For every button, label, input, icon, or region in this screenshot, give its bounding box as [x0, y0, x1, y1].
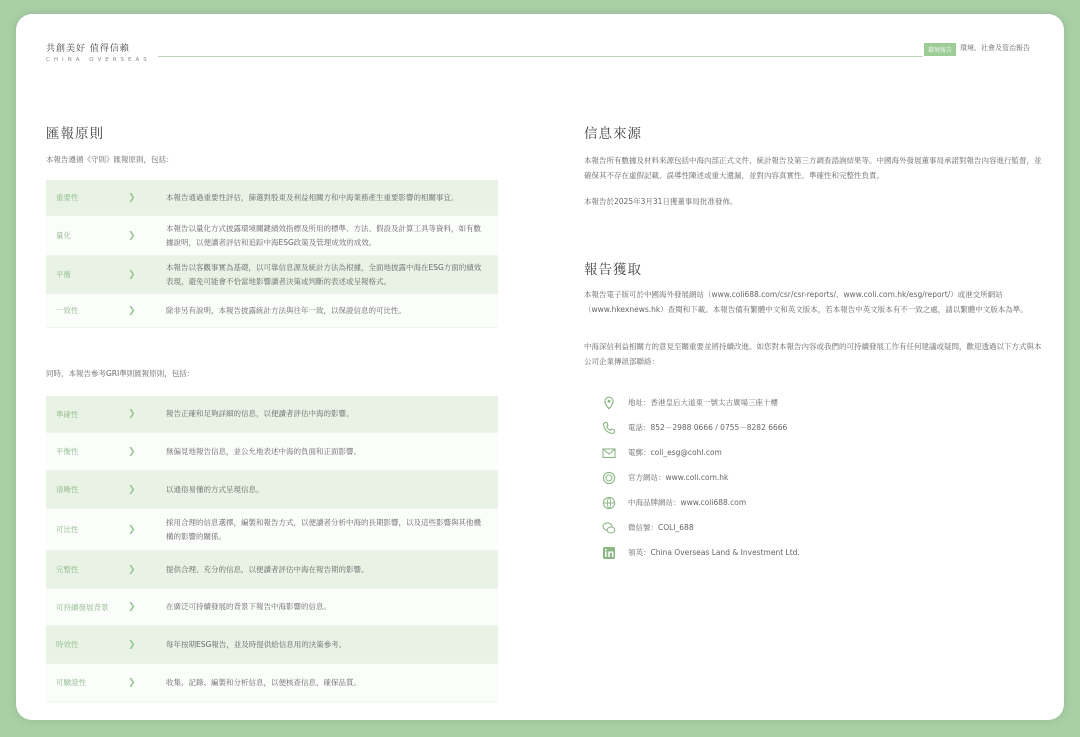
contact-text: 中海品牌網站：www.coli688.com — [628, 498, 747, 507]
row-name: 準確性 — [56, 409, 79, 419]
contact-text: 領英：China Overseas Land & Investment Ltd. — [628, 548, 800, 557]
gri-intro: 同時，本報告參考GRI準則匯報原則，包括： — [46, 369, 195, 378]
brand-slogan: 共創美好 值得信賴 — [46, 44, 130, 54]
gri-table — [46, 396, 498, 702]
table-row — [46, 256, 498, 294]
row-desc: 採用合理的信息選擇，編製和報告方式，以便讀者分析中海的長期影響，以及這些影響與其他機構的影響的關係。 — [166, 517, 481, 541]
table-row — [46, 180, 498, 216]
chevron-right-icon: ❯ — [128, 230, 136, 241]
row-desc: 本報告以客觀事實為基礎，以可靠信息源及統計方法為根據，全面地披露中海在ESG方面的績效表現，避免可能會不恰當地影響讀者決策或判斷的表述或呈報格式。 — [166, 262, 482, 286]
table-row — [46, 626, 498, 664]
wechat-icon — [602, 521, 616, 535]
chevron-right-icon: ❯ — [128, 564, 136, 575]
row-name: 平衡性 — [56, 447, 79, 456]
globe-icon — [602, 471, 616, 485]
chevron-right-icon: ❯ — [128, 305, 136, 316]
row-desc: 無偏見地報告信息，並公允地表述中海的負面和正面影響。 — [166, 446, 361, 456]
brand-name: CHINA OVERSEAS — [46, 57, 151, 63]
table-row — [46, 396, 498, 433]
chevron-right-icon: ❯ — [128, 639, 136, 650]
table-row — [46, 551, 498, 589]
row-desc: 報告正確和足夠詳細的信息，以便讀者評估中海的影響。 — [166, 409, 354, 418]
map-pin-icon — [602, 396, 616, 410]
header-divider — [158, 56, 923, 57]
row-name: 平衡 — [56, 270, 71, 279]
brand-block — [46, 41, 151, 63]
row-desc: 本報告通過重要性評估，篩選對股東及利益相關方和中海業務產生重要影響的相關事宜。 — [166, 192, 459, 202]
contact-list — [602, 390, 800, 565]
table-row — [46, 589, 498, 626]
contact-text: 微信號：COLI_688 — [628, 523, 694, 532]
contact-text: 地址：香港皇后大道東一號太古廣場三座十樓 — [628, 398, 778, 407]
chevron-right-icon: ❯ — [128, 269, 136, 280]
row-desc: 收集、記錄、編製和分析信息，以便核查信息，確保品質。 — [166, 677, 361, 687]
source-title: 信息來源 — [584, 126, 642, 142]
chevron-right-icon: ❯ — [128, 677, 136, 688]
table-row — [46, 294, 498, 328]
table-row — [46, 471, 498, 509]
table-row — [46, 664, 498, 702]
contact-phone — [602, 415, 800, 440]
contact-text: 電郵：coli_esg@cohl.com — [628, 448, 722, 457]
principles-table — [46, 180, 498, 328]
contact-text: 官方網站：www.coli.com.hk — [628, 473, 729, 482]
report-page — [16, 14, 1064, 720]
linkedin-icon — [602, 546, 616, 560]
right-column — [584, 122, 1044, 557]
chevron-right-icon: ❯ — [128, 484, 136, 495]
contact-brand-site[interactable] — [602, 490, 800, 515]
contact-linkedin[interactable] — [602, 540, 800, 565]
row-desc: 以通俗易懂的方式呈現信息。 — [166, 484, 264, 494]
row-name: 時效性 — [56, 640, 79, 649]
chevron-right-icon: ❯ — [128, 192, 136, 203]
chevron-right-icon: ❯ — [128, 602, 136, 612]
feedback-paragraph: 中海深信利益相關方的意見至關重要並將持續改進。如您對本報告內容或我們的可持續發展工作有任何建議或疑問，歡迎透過以下方式與本公司企業傳訊部聯絡： — [584, 342, 1042, 366]
email-icon — [602, 446, 616, 460]
table-row — [46, 433, 498, 471]
row-name: 可持續發展背景 — [56, 602, 109, 612]
row-name: 完整性 — [56, 565, 79, 574]
row-desc: 在廣泛可持續發展的背景下報告中海影響的信息。 — [166, 602, 331, 611]
contact-text: 電話：852－2988 0666 / 0755－8282 6666 — [628, 423, 788, 432]
row-desc: 提供合理、充分的信息，以便讀者評估中海在報告期的影響。 — [166, 564, 369, 574]
row-name: 重要性 — [56, 193, 79, 202]
row-desc: 每年按期ESG報告，並及時提供給信息用的決策參考。 — [166, 639, 347, 649]
access-title: 報告獲取 — [584, 262, 642, 278]
row-name: 可比性 — [56, 525, 79, 534]
source-paragraph: 本報告所有數據及材料來源包括中海內部正式文件、統計報告及第三方調查諮詢結果等。中國海外發展董事局承諾對報告內容進行監督，並確保其不存在虛假記載、誤導性陳述或重大遺漏，並對內容真實性、準確性和完整性負責。 — [584, 156, 1042, 180]
contact-wechat — [602, 515, 800, 540]
row-desc: 本報告以量化方式披露環境關鍵績效指標及所用的標準、方法、假設及計算工具等資料，如有數據說明，以便讀者評估和追踪中海ESG政策及管理成效的成效。 — [166, 223, 481, 247]
chevron-right-icon: ❯ — [128, 524, 136, 535]
phone-icon — [602, 421, 616, 435]
table-row — [46, 509, 498, 551]
row-name: 清晰性 — [56, 485, 79, 494]
row-desc: 除非另有說明，本報告披露統計方法與往年一致，以保證信息的可比性。 — [166, 305, 406, 315]
contact-email[interactable] — [602, 440, 800, 465]
globe-icon — [602, 496, 616, 510]
row-name: 量化 — [56, 231, 71, 240]
row-name: 一致性 — [56, 306, 79, 315]
principles-intro: 本報告遵循《守則》匯報原則，包括： — [46, 155, 174, 164]
section-tag: 環境報告 — [924, 43, 956, 56]
chevron-right-icon: ❯ — [128, 409, 136, 419]
row-name: 可驗證性 — [56, 678, 86, 687]
chevron-right-icon: ❯ — [128, 446, 136, 457]
principles-title: 匯報原則 — [46, 126, 104, 142]
contact-website[interactable] — [602, 465, 800, 490]
contact-address — [602, 390, 800, 415]
approval-paragraph: 本報告於2025年3月31日獲董事局批准發佈。 — [584, 197, 738, 206]
report-name: 環境、社會及管治報告 — [960, 44, 1030, 52]
table-row — [46, 216, 498, 256]
access-paragraph: 本報告電子版可於中國海外發展網站（www.coli688.com/csr/csr-reports/、www.coli.com.hk/esg/report/）或港交所網站（www.hkexnews.hk）查閱和下載。本報告備有繁體中文和英文版本，若本報告中英文版本有不一致之處，請以繁體中文版本為準。 — [584, 290, 1028, 314]
left-column — [46, 122, 498, 688]
